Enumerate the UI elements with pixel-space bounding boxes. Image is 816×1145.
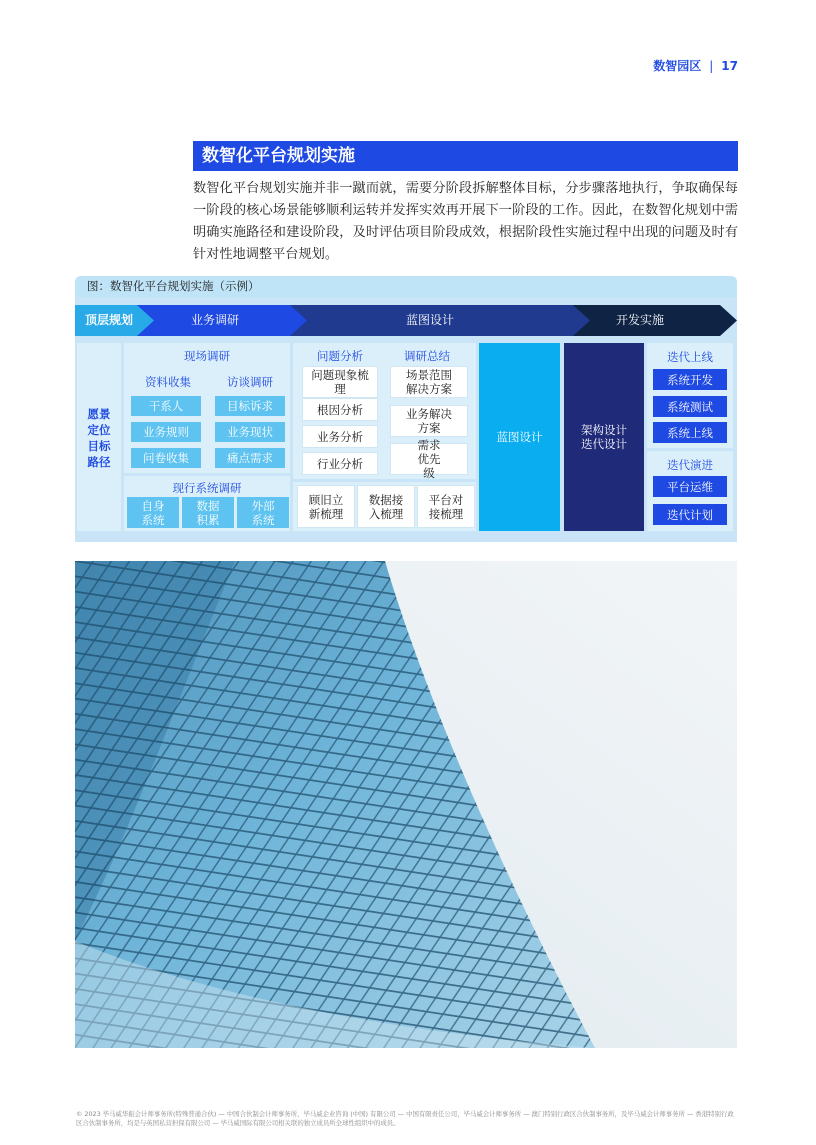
- box-data-access: 数据接入梳理: [358, 486, 414, 527]
- box-architecture: 架构设计迭代设计: [564, 343, 644, 531]
- box-platform-ops: 平台运维: [653, 476, 727, 497]
- box-system-test: 系统测试: [653, 396, 727, 417]
- box-iteration-plan: 迭代计划: [653, 504, 727, 525]
- box-system-dev: 系统开发: [653, 369, 727, 390]
- system-research-title: 现行系统调研: [172, 481, 242, 495]
- phase-label-blueprint: 蓝图设计: [405, 313, 454, 327]
- box-system-launch: 系统上线: [653, 422, 727, 443]
- research-summary-title: 调研总结: [404, 349, 450, 363]
- box-own-system: 自身系统: [127, 497, 179, 528]
- box-problem-phenomena: 问题现象梳理: [303, 367, 377, 397]
- phase-label-development: 开发实施: [615, 313, 664, 327]
- box-external-system: 外部系统: [237, 497, 289, 528]
- page-header: [653, 57, 738, 74]
- box-priority: 需求优先级: [391, 444, 467, 474]
- box-old-new: 顾旧立新梳理: [298, 486, 354, 527]
- glass-facade-image: [75, 561, 737, 1048]
- body-paragraph: 数智化平台规划实施并非一蹴而就，需要分阶段拆解整体目标，分步骤落地执行，争取确保每一阶段的核心场景能够顺利运转并发挥实效再开展下一阶段的工作。因此，在数智化规划中需明确实施路径和建设阶段，及时评估项目阶段成效，根据阶段性实施过程中出现的问题及时有针对性地调整平台规划。: [193, 181, 738, 262]
- section-name: 数智园区: [653, 59, 702, 73]
- footer-copyright: © 2023 毕马威华振会计师事务所(特殊普通合伙) — 中国合伙制会计师事务所，毕马威企业咨询 (中国) 有限公司 — 中国有限责任公司，毕马威会计师事务所 — 澳门特别行政区合伙制事务所，及毕马威会计师事务所 — 香港特别行政区合伙制事务所，均是与英国私营担保有限公司 — 毕马威国际有限公司相关联的独立成员所全球性组织中的成员。: [76, 1110, 734, 1127]
- box-industry-analysis: 行业分析: [303, 453, 377, 474]
- vision-label: 愿景定位目标路径: [87, 407, 111, 469]
- box-business-rules: 业务规则: [131, 422, 201, 442]
- phase-label-top-planning: 顶层规划: [84, 313, 133, 327]
- iteration-online-title: 迭代上线: [667, 350, 713, 364]
- figure-caption: 图：数智化平台规划实施（示例）: [75, 276, 737, 297]
- box-blueprint: 蓝图设计: [479, 343, 560, 531]
- problem-analysis-title: 问题分析: [317, 349, 363, 363]
- page-number: 17: [721, 59, 738, 73]
- box-scenario-solution: 场景范围解决方案: [391, 367, 467, 397]
- box-business-status: 业务现状: [215, 422, 285, 442]
- box-data-accumulation: 数据积累: [182, 497, 234, 528]
- box-stakeholder: 干系人: [131, 396, 201, 416]
- box-business-solution: 业务解决方案: [391, 406, 467, 436]
- interview-header: 访谈调研: [227, 375, 273, 389]
- box-questionnaire: 问卷收集: [131, 448, 201, 468]
- building-photo: [75, 561, 737, 1048]
- header-separator: |: [709, 59, 714, 73]
- box-root-cause: 根因分析: [303, 399, 377, 420]
- figure-implementation-plan: [75, 276, 737, 542]
- box-goals: 目标诉求: [215, 396, 285, 416]
- section-title: 数智化平台规划实施: [193, 141, 738, 171]
- box-platform-docking: 平台对接梳理: [418, 486, 474, 527]
- box-business-analysis: 业务分析: [303, 426, 377, 447]
- collect-header: 资料收集: [145, 375, 191, 389]
- box-pain-points: 痛点需求: [215, 448, 285, 468]
- field-research-title: 现场调研: [184, 349, 230, 363]
- phase-label-research: 业务调研: [190, 313, 239, 327]
- iteration-evolve-title: 迭代演进: [667, 458, 713, 472]
